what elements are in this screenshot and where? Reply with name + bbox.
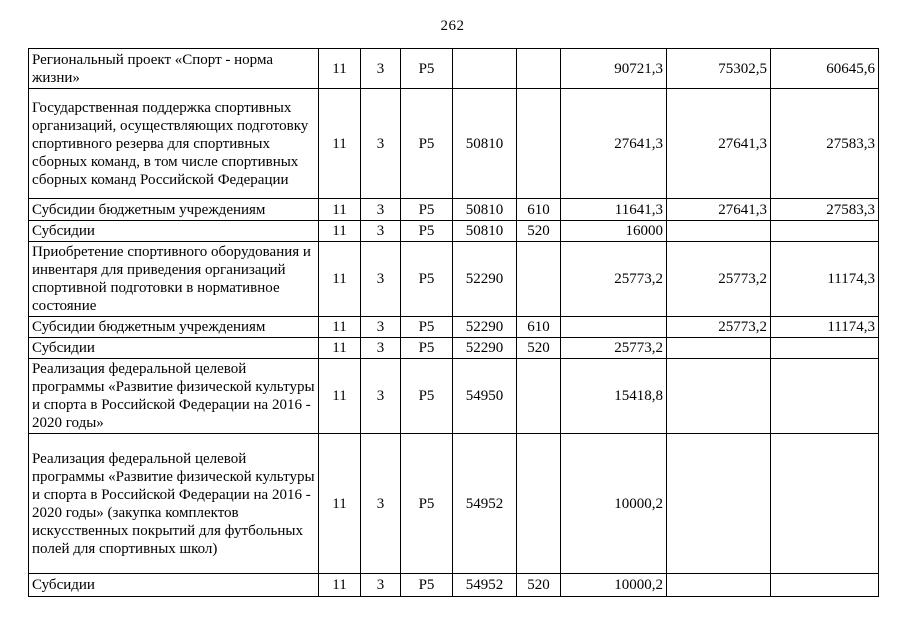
row-expense-type-cell: 610 [517, 199, 561, 221]
table-row [29, 242, 879, 317]
row-name-cell: Субсидии [29, 574, 319, 597]
row-amount-year2-cell [667, 338, 771, 359]
row-section-code-cell: 11 [319, 89, 361, 199]
row-direction-code-cell: 50810 [453, 221, 517, 242]
row-amount-year1-cell: 10000,2 [561, 574, 667, 597]
row-amount-year1-cell [561, 317, 667, 338]
row-subsection-code-cell: 3 [361, 89, 401, 199]
row-amount-year3-cell: 60645,6 [771, 49, 879, 89]
row-amount-year1-cell: 10000,2 [561, 434, 667, 574]
row-direction-code-cell: 50810 [453, 89, 517, 199]
row-section-code-cell: 11 [319, 221, 361, 242]
table-row [29, 317, 879, 338]
table-row [29, 359, 879, 434]
row-program-code-cell: Р5 [401, 89, 453, 199]
row-section-code-cell: 11 [319, 242, 361, 317]
row-amount-year1-cell: 11641,3 [561, 199, 667, 221]
row-program-code-cell: Р5 [401, 221, 453, 242]
row-expense-type-cell [517, 359, 561, 434]
page-number: 262 [440, 18, 465, 34]
table-row [29, 89, 879, 199]
row-section-code-cell: 11 [319, 574, 361, 597]
row-subsection-code-cell: 3 [361, 317, 401, 338]
row-amount-year3-cell: 27583,3 [771, 89, 879, 199]
row-subsection-code-cell: 3 [361, 338, 401, 359]
table-row [29, 221, 879, 242]
budget-table [28, 48, 879, 597]
row-amount-year1-cell: 16000 [561, 221, 667, 242]
row-subsection-code-cell: 3 [361, 221, 401, 242]
row-name-cell: Региональный проект «Спорт - норма жизни» [29, 49, 319, 89]
row-direction-code-cell: 52290 [453, 242, 517, 317]
row-amount-year1-cell: 15418,8 [561, 359, 667, 434]
row-name-cell: Приобретение спортивного оборудования и инвентаря для приведения организаций спортивной подготовки в нормативное состояние [29, 242, 319, 317]
table-row [29, 49, 879, 89]
row-direction-code-cell: 54952 [453, 434, 517, 574]
row-direction-code-cell: 54952 [453, 574, 517, 597]
row-subsection-code-cell: 3 [361, 434, 401, 574]
row-section-code-cell: 11 [319, 199, 361, 221]
row-program-code-cell: Р5 [401, 338, 453, 359]
row-name-cell: Государственная поддержка спортивных организаций, осуществляющих подготовку спортивного резерва для спортивных сборных команд, в том числе спортивных сборных команд Российской Федерации [29, 89, 319, 199]
row-direction-code-cell: 50810 [453, 199, 517, 221]
table-row [29, 434, 879, 574]
table-row [29, 199, 879, 221]
row-amount-year1-cell: 25773,2 [561, 338, 667, 359]
row-program-code-cell: Р5 [401, 199, 453, 221]
row-amount-year2-cell [667, 574, 771, 597]
row-amount-year3-cell: 27583,3 [771, 199, 879, 221]
row-expense-type-cell: 520 [517, 221, 561, 242]
row-expense-type-cell [517, 89, 561, 199]
row-name-cell: Субсидии [29, 338, 319, 359]
row-program-code-cell: Р5 [401, 317, 453, 338]
row-amount-year2-cell [667, 434, 771, 574]
row-amount-year3-cell [771, 574, 879, 597]
row-amount-year2-cell: 75302,5 [667, 49, 771, 89]
row-amount-year1-cell: 90721,3 [561, 49, 667, 89]
row-section-code-cell: 11 [319, 49, 361, 89]
row-amount-year3-cell [771, 434, 879, 574]
row-amount-year2-cell [667, 359, 771, 434]
row-direction-code-cell: 54950 [453, 359, 517, 434]
row-name-cell: Субсидии бюджетным учреждениям [29, 317, 319, 338]
row-amount-year3-cell: 11174,3 [771, 317, 879, 338]
row-amount-year2-cell: 25773,2 [667, 242, 771, 317]
row-direction-code-cell: 52290 [453, 338, 517, 359]
row-expense-type-cell [517, 242, 561, 317]
row-amount-year1-cell: 27641,3 [561, 89, 667, 199]
row-amount-year2-cell: 27641,3 [667, 199, 771, 221]
row-direction-code-cell: 52290 [453, 317, 517, 338]
row-name-cell: Реализация федеральной целевой программы «Развитие физической культуры и спорта в Российской Федерации на 2016 - 2020 годы» [29, 359, 319, 434]
row-subsection-code-cell: 3 [361, 574, 401, 597]
row-name-cell: Реализация федеральной целевой программы «Развитие физической культуры и спорта в Российской Федерации на 2016 - 2020 годы» (закупка комплектов искусственных покрытий для футбольных полей для спортивных школ) [29, 434, 319, 574]
table-row [29, 338, 879, 359]
row-section-code-cell: 11 [319, 317, 361, 338]
row-expense-type-cell: 520 [517, 574, 561, 597]
row-amount-year3-cell [771, 221, 879, 242]
row-subsection-code-cell: 3 [361, 199, 401, 221]
row-name-cell: Субсидии [29, 221, 319, 242]
row-subsection-code-cell: 3 [361, 359, 401, 434]
row-expense-type-cell: 610 [517, 317, 561, 338]
row-section-code-cell: 11 [319, 338, 361, 359]
row-program-code-cell: Р5 [401, 434, 453, 574]
row-program-code-cell: Р5 [401, 49, 453, 89]
row-expense-type-cell [517, 434, 561, 574]
row-program-code-cell: Р5 [401, 359, 453, 434]
row-section-code-cell: 11 [319, 359, 361, 434]
row-amount-year3-cell [771, 359, 879, 434]
row-expense-type-cell: 520 [517, 338, 561, 359]
row-expense-type-cell [517, 49, 561, 89]
row-amount-year2-cell: 25773,2 [667, 317, 771, 338]
row-amount-year3-cell: 11174,3 [771, 242, 879, 317]
table-body [29, 49, 879, 597]
row-amount-year2-cell: 27641,3 [667, 89, 771, 199]
table-row [29, 574, 879, 597]
row-amount-year2-cell [667, 221, 771, 242]
row-name-cell: Субсидии бюджетным учреждениям [29, 199, 319, 221]
row-subsection-code-cell: 3 [361, 242, 401, 317]
row-amount-year1-cell: 25773,2 [561, 242, 667, 317]
row-direction-code-cell [453, 49, 517, 89]
row-program-code-cell: Р5 [401, 242, 453, 317]
row-subsection-code-cell: 3 [361, 49, 401, 89]
row-section-code-cell: 11 [319, 434, 361, 574]
row-amount-year3-cell [771, 338, 879, 359]
row-program-code-cell: Р5 [401, 574, 453, 597]
